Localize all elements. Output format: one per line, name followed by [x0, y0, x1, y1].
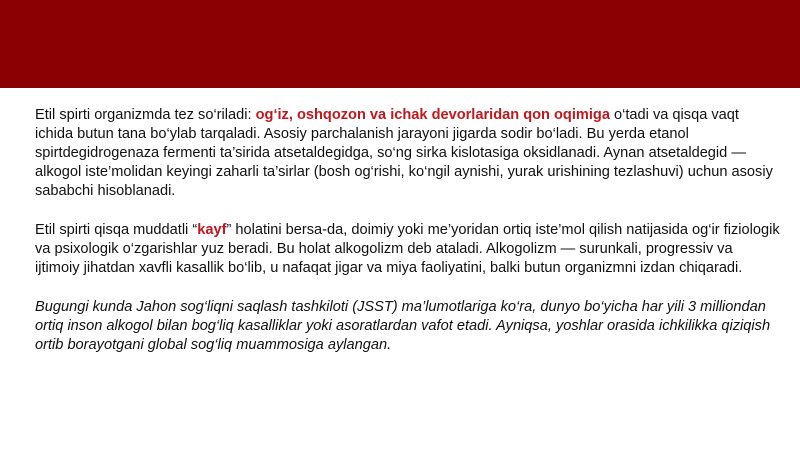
paragraph-absorption	[35, 106, 780, 201]
paragraph-absorption-text-end: o‘tadi va qisqa vaqt ichida butun tana bo‘ylab tarqaladi. Asosiy parchalanish jarayoni jigarda sodir bo‘ladi. Bu yerda etanol spirtdegidrogenaza fermenti ta’sirida atsetaldegidga, so‘ng sirka kislotasiga oksidlanadi. Aynan atsetaldegid — alkogol iste’molidan keyingi zaharli ta’sirlar (bosh og‘rishi, ko‘ngil aynishi, yurak urishining tezlashuvi) uchun asosiy sababchi hisoblanadi.	[35, 107, 773, 199]
paragraph-alcoholism-text-start: Etil spirti qisqa muddatli “	[35, 222, 198, 238]
highlight-kayf: kayf	[197, 222, 227, 238]
highlight-absorption-route: og‘iz, oshqozon va ichak devorlaridan qon oqimiga	[255, 107, 610, 123]
top-banner	[0, 0, 800, 88]
paragraph-absorption-text-start: Etil spirti organizmda tez so‘riladi:	[35, 107, 256, 123]
slide-content	[35, 106, 780, 375]
paragraph-alcoholism	[35, 221, 780, 278]
paragraph-who-statistics: Bugungi kunda Jahon sog‘liqni saqlash tashkiloti (JSST) ma’lumotlariga ko‘ra, dunyo bo‘yicha har yili 3 milliondan ortiq inson alkogol bilan bog‘liq kasalliklar yoki asoratlardan vafot etadi. Ayniqsa, yoshlar orasida ichkilikka qiziqish ortib borayotgani global sog‘liq muammosiga aylangan.	[35, 299, 771, 353]
paragraph-alcoholism-text-end: ” holatini bersa-da, doimiy yoki me’yoridan ortiq iste’mol qilish natijasida og‘ir fiziologik va psixologik o‘zgarishlar yuz beradi. Bu holat alkogolizm deb ataladi. Alkogolizm — surunkali, progressiv va ijtimoiy jihatdan xavfli kasallik bo‘lib, u nafaqat jigar va miya faoliyatini, balki butun organizmni izdan chiqaradi.	[35, 222, 780, 276]
